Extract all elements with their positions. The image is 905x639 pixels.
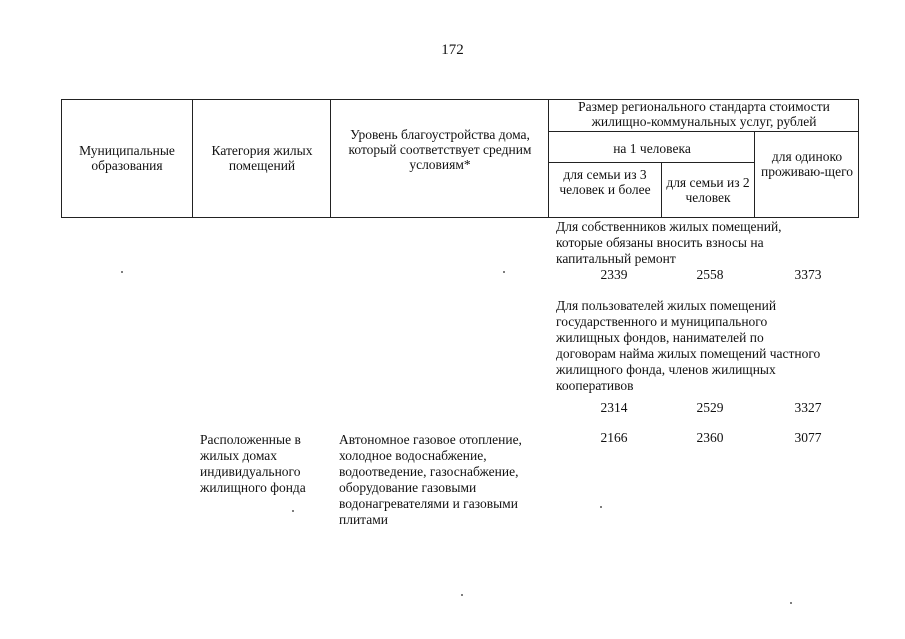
value-family3: 2339: [600, 267, 628, 282]
scan-speck: [121, 271, 123, 273]
value-single: 3077: [794, 430, 822, 445]
col-family2-header: для семьи из 2 человек: [666, 175, 750, 205]
value-single: 3327: [794, 400, 822, 415]
value-family2: 2558: [696, 267, 724, 282]
header-divider: [330, 99, 331, 218]
header-divider: [192, 99, 193, 218]
col-level-header: Уровень благоустройства дома, который соответствует средним условиям*: [348, 127, 532, 172]
header-divider: [754, 131, 755, 218]
scan-speck: [461, 594, 463, 596]
col-municipal-header: Муниципальные образования: [79, 143, 175, 173]
col-category-header: Категория жилых помещений: [211, 143, 313, 173]
header-divider: [548, 162, 755, 163]
header-bottom-border: [61, 217, 859, 218]
header-divider: [548, 131, 859, 132]
scan-speck: [790, 602, 792, 604]
row-category: Расположенные в жилых домах индивидуального жилищного фонда: [200, 432, 306, 495]
col-standard-header: Размер регионального стандарта стоимости жилищно-коммунальных услуг, рублей: [578, 99, 830, 129]
value-family2: 2360: [696, 430, 724, 445]
header-right-border: [858, 99, 859, 218]
header-divider: [661, 162, 662, 218]
value-single: 3373: [794, 267, 822, 282]
section-note: Для собственников жилых помещений, которые обязаны вносить взносы на капитальный ремонт: [556, 219, 782, 266]
page-number: 172: [441, 42, 464, 58]
header-divider: [548, 99, 549, 218]
header-left-border: [61, 99, 62, 218]
value-family3: 2314: [600, 400, 628, 415]
value-family3: 2166: [600, 430, 628, 445]
col-family3-header: для семьи из 3 человек и более: [559, 167, 651, 197]
row-level: Автономное газовое отопление, холодное водоснабжение, водоотведение, газоснабжение, оборудование газовыми водонагревателями и газовыми плитами: [339, 432, 522, 527]
col-single-header: для одиноко проживаю-щего: [760, 149, 854, 179]
scan-speck: [292, 510, 294, 512]
col-per-person-header: на 1 человека: [613, 141, 691, 156]
value-family2: 2529: [696, 400, 724, 415]
scan-speck: [503, 271, 505, 273]
scan-speck: [600, 506, 602, 508]
section-note: Для пользователей жилых помещений государственного и муниципального жилищных фондов, нанимателей по договорам найма жилых помещений частного жилищного фонда, членов жилищных кооперативов: [556, 298, 821, 393]
